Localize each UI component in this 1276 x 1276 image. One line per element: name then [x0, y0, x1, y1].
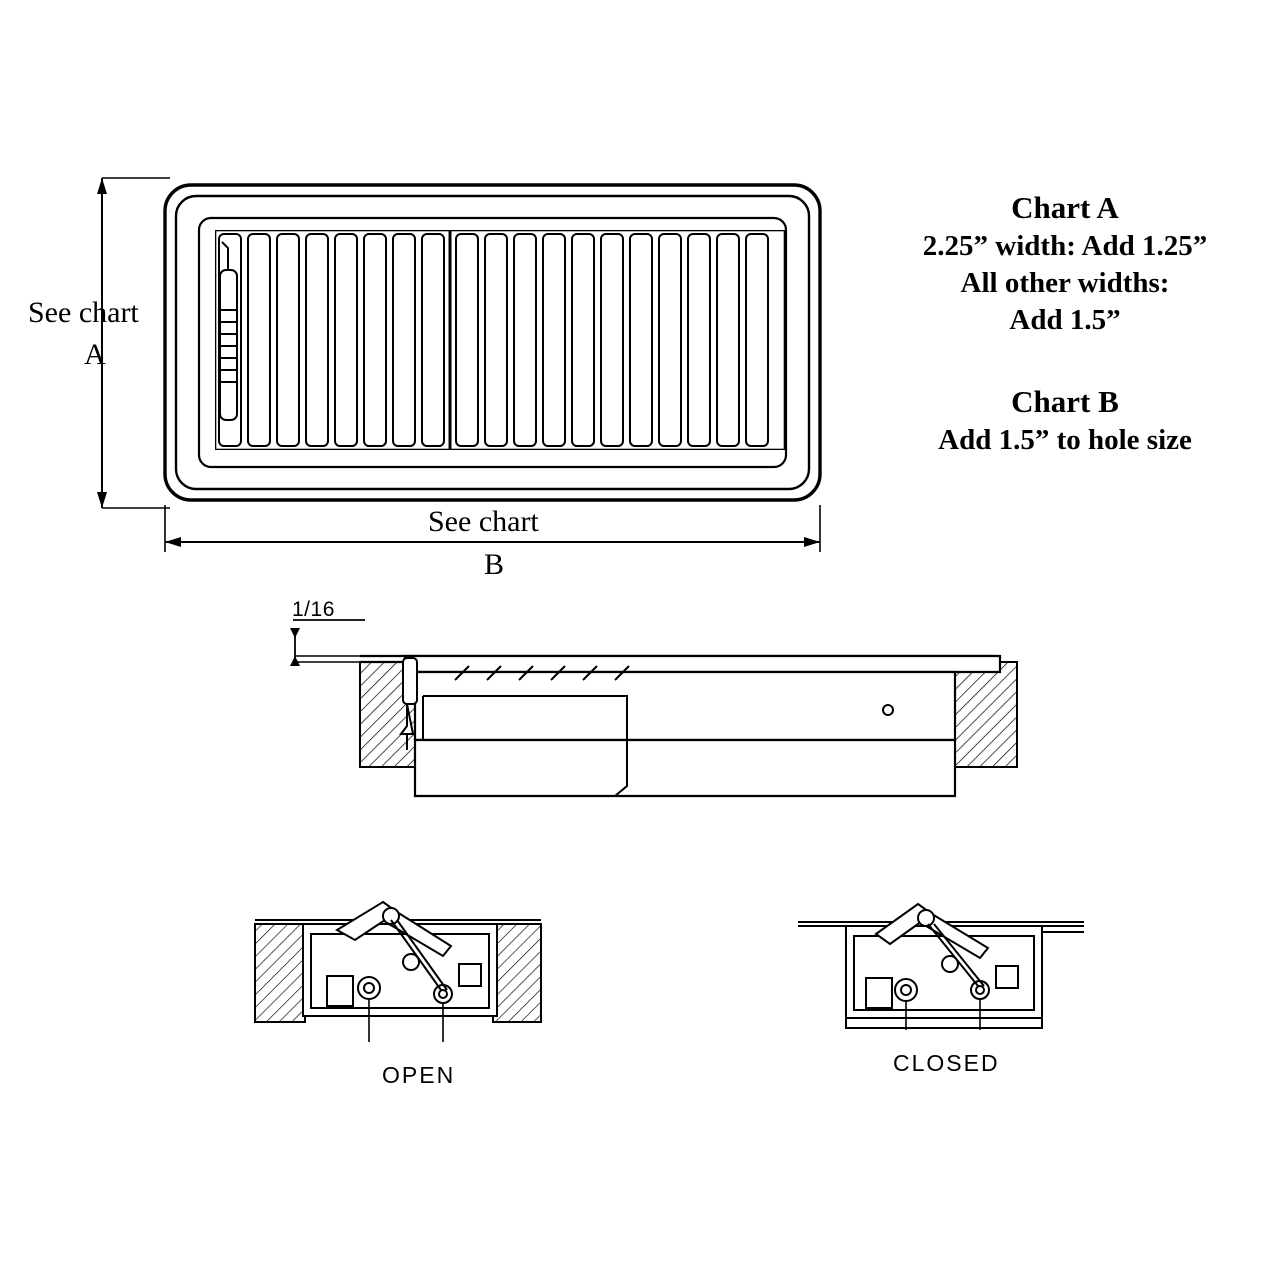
register-section-body [405, 656, 1000, 796]
dimension-width-letter: B [484, 548, 505, 581]
floor-left [255, 924, 305, 1022]
chart-a-line-3: Add 1.5” [1009, 303, 1121, 336]
chart-a-line-2: All other widths: [960, 266, 1170, 299]
dimension-height-letter: A [84, 338, 106, 371]
chart-a-title: Chart A [1011, 190, 1119, 225]
dimension-thickness [290, 620, 375, 666]
damper-closed-view [790, 890, 1090, 1050]
screw-hole [883, 705, 893, 715]
floor-section-right [955, 662, 1017, 767]
chart-b-title: Chart B [1011, 384, 1119, 419]
chart-b-note [890, 382, 1240, 459]
floor-right [493, 924, 541, 1022]
dimension-height-A [97, 178, 170, 508]
dimension-height-label: See chart [28, 296, 139, 329]
thickness-label: 1/16 [292, 598, 335, 621]
side-section-view [255, 600, 1045, 830]
register-housing-open [303, 924, 497, 1016]
dimension-width-label: See chart [428, 505, 539, 538]
chart-a-note [900, 188, 1230, 339]
closed-state-label: CLOSED [893, 1050, 1000, 1076]
damper-open-view [245, 890, 545, 1050]
register-louver-area [215, 230, 785, 450]
chart-a-line-1: 2.25” width: Add 1.25” [922, 229, 1208, 262]
chart-b-line-1: Add 1.5” to hole size [938, 423, 1192, 456]
open-state-label: OPEN [382, 1062, 456, 1088]
